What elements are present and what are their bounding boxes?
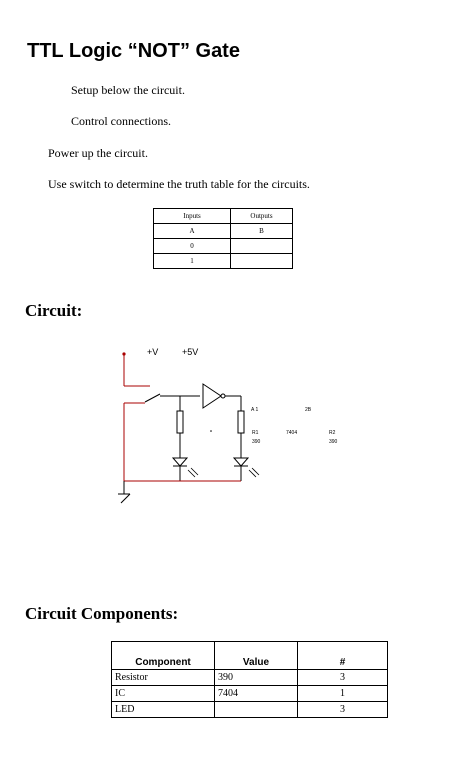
step-setup: Setup below the circuit. xyxy=(71,83,185,97)
page-title: TTL Logic “NOT” Gate xyxy=(27,40,240,62)
truth-table xyxy=(153,208,293,269)
supply-5v-label: +5V xyxy=(182,347,199,357)
component-value: 390 xyxy=(215,670,298,686)
components-header-row xyxy=(112,642,388,670)
components-heading: Circuit Components: xyxy=(25,604,179,623)
components-header-value: Value xyxy=(215,642,298,670)
components-table xyxy=(111,641,388,718)
step-control: Control connections. xyxy=(71,114,171,128)
ground-icon xyxy=(121,494,130,503)
component-value xyxy=(215,702,298,718)
components-header-count: # xyxy=(298,642,388,670)
table-row xyxy=(112,686,388,702)
not-gate-icon xyxy=(203,384,221,408)
table-row xyxy=(154,254,293,269)
component-value: 7404 xyxy=(215,686,298,702)
step-power: Power up the circuit. xyxy=(48,146,148,160)
component-name: Resistor xyxy=(112,670,215,686)
truth-table-header-row xyxy=(154,209,293,224)
r2-label: R2 xyxy=(329,430,336,436)
truth-table-header-outputs: Outputs xyxy=(231,209,293,224)
switch-blade xyxy=(145,394,160,402)
step-truth-table: Use switch to determine the truth table for the circuits. xyxy=(48,177,310,191)
table-row xyxy=(112,702,388,718)
table-row xyxy=(112,670,388,686)
r1-label: R1 xyxy=(252,430,259,436)
table-row xyxy=(154,239,293,254)
truth-table-header-inputs: Inputs xyxy=(154,209,231,224)
led-right xyxy=(234,458,248,466)
truth-table-cell xyxy=(231,239,293,254)
truth-table-subheader-b: B xyxy=(231,224,293,239)
not-gate-bubble xyxy=(221,394,225,398)
truth-table-cell: 0 xyxy=(154,239,231,254)
truth-table-subheader-row xyxy=(154,224,293,239)
resistor-r1 xyxy=(177,411,183,433)
r1-value: 390 xyxy=(252,439,261,445)
truth-table-cell: 1 xyxy=(154,254,231,269)
r2-value: 390 xyxy=(329,439,338,445)
component-name: LED xyxy=(112,702,215,718)
stray-dot xyxy=(210,430,212,432)
resistor-r2 xyxy=(238,411,244,433)
supply-v-label: +V xyxy=(147,347,159,357)
circuit-diagram xyxy=(0,330,474,510)
circuit-heading: Circuit: xyxy=(25,301,83,320)
component-count: 1 xyxy=(298,686,388,702)
components-header-component: Component xyxy=(112,642,215,670)
gate-input-label: A 1 xyxy=(251,407,259,413)
component-count: 3 xyxy=(298,702,388,718)
truth-table-cell xyxy=(231,254,293,269)
led-left xyxy=(173,458,187,466)
component-name: IC xyxy=(112,686,215,702)
truth-table-subheader-a: A xyxy=(154,224,231,239)
gate-output-label: 2B xyxy=(305,407,312,413)
ic-label: 7404 xyxy=(286,430,298,436)
component-count: 3 xyxy=(298,670,388,686)
